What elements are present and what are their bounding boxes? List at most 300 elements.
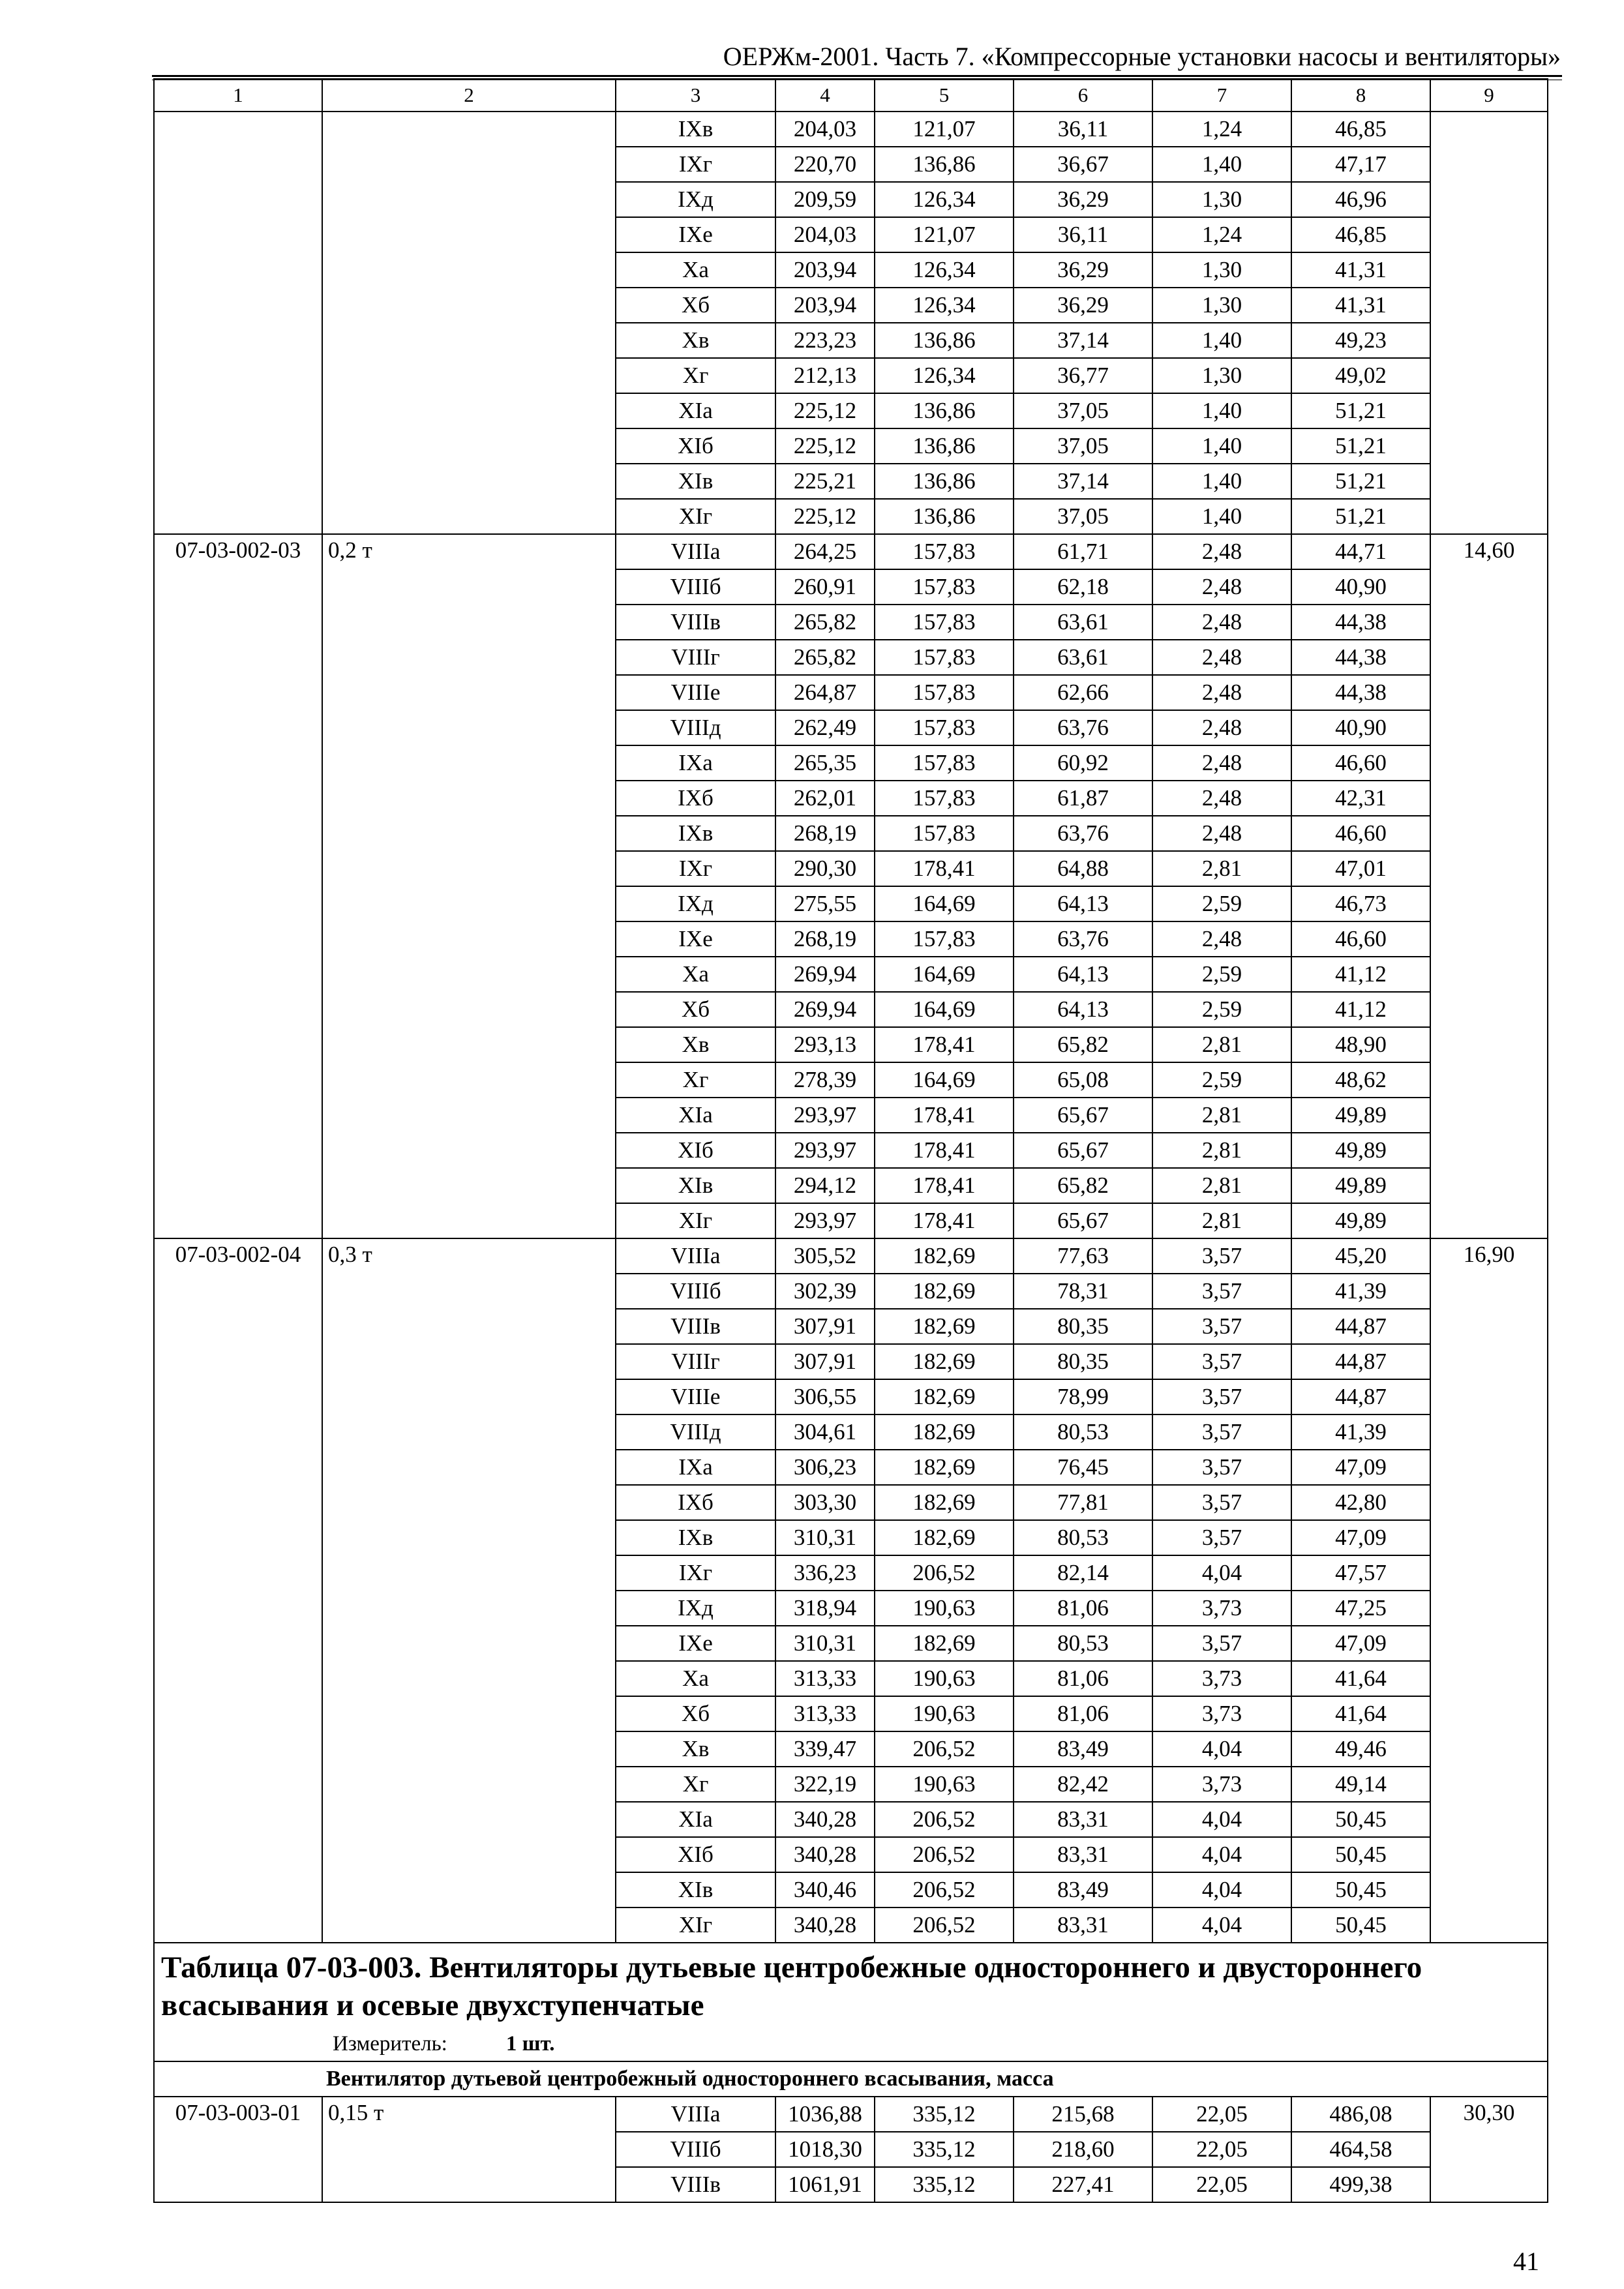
machine-cell: 83,31 [1014, 1837, 1152, 1872]
wages-cell: 182,69 [875, 1414, 1014, 1450]
zone-cell: XIг [616, 499, 775, 534]
wages-cell: 190,63 [875, 1591, 1014, 1626]
total-cell: 204,03 [775, 217, 875, 252]
machine-cell: 37,05 [1014, 393, 1152, 428]
materials-cell: 46,60 [1291, 745, 1430, 781]
machine-cell: 36,29 [1014, 288, 1152, 323]
total-cell: 304,61 [775, 1414, 875, 1450]
col-num-2: 2 [322, 79, 616, 112]
zone-cell: VIIIб [616, 1274, 775, 1309]
total-cell: 306,23 [775, 1450, 875, 1485]
column-number-row [154, 79, 1548, 112]
col-num-6: 6 [1014, 79, 1152, 112]
zone-cell: XIб [616, 428, 775, 464]
unit-line [161, 2029, 1541, 2058]
wages-cell: 164,69 [875, 886, 1014, 921]
zone-cell: VIIIе [616, 675, 775, 710]
mass-cell: 0,2 т [322, 534, 616, 1238]
driver-wages-cell: 2,48 [1152, 569, 1291, 605]
machine-cell: 64,13 [1014, 957, 1152, 992]
driver-wages-cell: 2,48 [1152, 605, 1291, 640]
total-cell: 260,91 [775, 569, 875, 605]
materials-cell: 49,14 [1291, 1767, 1430, 1802]
driver-wages-cell: 1,24 [1152, 217, 1291, 252]
driver-wages-cell: 2,59 [1152, 886, 1291, 921]
table-row [154, 1238, 1548, 1274]
zone-cell: VIIIг [616, 1344, 775, 1379]
materials-cell: 44,38 [1291, 605, 1430, 640]
machine-cell: 37,14 [1014, 464, 1152, 499]
rates-table [153, 78, 1548, 2203]
table-row [154, 2097, 1548, 2132]
zone-cell: VIIIв [616, 1309, 775, 1344]
total-cell: 225,21 [775, 464, 875, 499]
machine-cell: 78,31 [1014, 1274, 1152, 1309]
machine-cell: 77,81 [1014, 1485, 1152, 1520]
machine-cell: 64,88 [1014, 851, 1152, 886]
wages-cell: 335,12 [875, 2132, 1014, 2167]
materials-cell: 46,85 [1291, 217, 1430, 252]
machine-cell: 80,35 [1014, 1309, 1152, 1344]
total-cell: 303,30 [775, 1485, 875, 1520]
subheading-row [154, 2061, 1548, 2097]
wages-cell: 178,41 [875, 851, 1014, 886]
machine-cell: 80,35 [1014, 1344, 1152, 1379]
driver-wages-cell: 3,57 [1152, 1414, 1291, 1450]
materials-cell: 40,90 [1291, 569, 1430, 605]
col-num-9: 9 [1430, 79, 1548, 112]
machine-cell: 80,53 [1014, 1626, 1152, 1661]
materials-cell: 46,60 [1291, 816, 1430, 851]
zone-cell: IXд [616, 886, 775, 921]
wages-cell: 178,41 [875, 1098, 1014, 1133]
wages-cell: 157,83 [875, 605, 1014, 640]
code-cell-empty [154, 112, 322, 534]
driver-wages-cell: 3,57 [1152, 1626, 1291, 1661]
materials-cell: 50,45 [1291, 1837, 1430, 1872]
wages-cell: 182,69 [875, 1485, 1014, 1520]
zone-cell: IXв [616, 112, 775, 147]
wages-cell: 126,34 [875, 252, 1014, 288]
zone-cell: IXб [616, 781, 775, 816]
total-cell: 204,03 [775, 112, 875, 147]
zone-cell: XIг [616, 1908, 775, 1943]
total-cell: 339,47 [775, 1731, 875, 1767]
materials-cell: 41,39 [1291, 1274, 1430, 1309]
machine-cell: 80,53 [1014, 1414, 1152, 1450]
wages-cell: 182,69 [875, 1379, 1014, 1414]
zone-cell: IXв [616, 1520, 775, 1555]
materials-cell: 44,87 [1291, 1344, 1430, 1379]
wages-cell: 157,83 [875, 710, 1014, 745]
machine-cell: 63,76 [1014, 921, 1152, 957]
zone-cell: Xг [616, 358, 775, 393]
machine-cell: 65,82 [1014, 1168, 1152, 1203]
machine-cell: 60,92 [1014, 745, 1152, 781]
total-cell: 310,31 [775, 1626, 875, 1661]
total-cell: 225,12 [775, 499, 875, 534]
driver-wages-cell: 3,57 [1152, 1309, 1291, 1344]
materials-cell: 44,87 [1291, 1379, 1430, 1414]
zone-cell: Xа [616, 1661, 775, 1696]
materials-cell: 49,89 [1291, 1168, 1430, 1203]
machine-cell: 64,13 [1014, 886, 1152, 921]
zone-cell: IXд [616, 1591, 775, 1626]
driver-wages-cell: 2,48 [1152, 640, 1291, 675]
zone-cell: Xв [616, 323, 775, 358]
machine-cell: 65,82 [1014, 1027, 1152, 1062]
wages-cell: 335,12 [875, 2097, 1014, 2132]
total-cell: 294,12 [775, 1168, 875, 1203]
materials-cell: 47,09 [1291, 1450, 1430, 1485]
materials-cell: 47,09 [1291, 1520, 1430, 1555]
machine-cell: 61,71 [1014, 534, 1152, 569]
machine-cell: 37,14 [1014, 323, 1152, 358]
driver-wages-cell: 1,30 [1152, 182, 1291, 217]
driver-wages-cell: 1,40 [1152, 464, 1291, 499]
machine-cell: 83,49 [1014, 1731, 1152, 1767]
driver-wages-cell: 3,57 [1152, 1238, 1291, 1274]
section-caption-row [154, 1943, 1548, 2061]
code-cell: 07-03-002-04 [154, 1238, 322, 1943]
total-cell: 307,91 [775, 1309, 875, 1344]
materials-cell: 41,12 [1291, 992, 1430, 1027]
driver-wages-cell: 4,04 [1152, 1802, 1291, 1837]
total-cell: 203,94 [775, 288, 875, 323]
materials-cell: 49,89 [1291, 1203, 1430, 1238]
driver-wages-cell: 3,73 [1152, 1696, 1291, 1731]
materials-cell: 41,12 [1291, 957, 1430, 992]
materials-cell: 49,02 [1291, 358, 1430, 393]
zone-cell: VIIIа [616, 1238, 775, 1274]
materials-cell: 50,45 [1291, 1802, 1430, 1837]
driver-wages-cell: 4,04 [1152, 1872, 1291, 1908]
header-rule [152, 75, 1562, 77]
driver-wages-cell: 2,48 [1152, 710, 1291, 745]
materials-cell: 44,38 [1291, 640, 1430, 675]
total-cell: 212,13 [775, 358, 875, 393]
total-cell: 269,94 [775, 957, 875, 992]
subheading: Вентилятор дутьевой центробежный одностороннего всасывания, масса [154, 2061, 1548, 2097]
materials-cell: 42,31 [1291, 781, 1430, 816]
driver-wages-cell: 2,81 [1152, 1203, 1291, 1238]
materials-cell: 49,89 [1291, 1133, 1430, 1168]
total-cell: 1036,88 [775, 2097, 875, 2132]
machine-cell: 215,68 [1014, 2097, 1152, 2132]
zone-cell: VIIIв [616, 605, 775, 640]
driver-wages-cell: 22,05 [1152, 2097, 1291, 2132]
zone-cell: IXе [616, 921, 775, 957]
zone-cell: Xв [616, 1731, 775, 1767]
driver-wages-cell: 2,81 [1152, 1098, 1291, 1133]
total-cell: 293,97 [775, 1098, 875, 1133]
col-num-8: 8 [1291, 79, 1430, 112]
machine-cell: 36,11 [1014, 217, 1152, 252]
zone-cell: XIв [616, 1872, 775, 1908]
materials-cell: 47,25 [1291, 1591, 1430, 1626]
total-cell: 268,19 [775, 921, 875, 957]
materials-cell: 49,23 [1291, 323, 1430, 358]
total-cell: 223,23 [775, 323, 875, 358]
machine-cell: 65,08 [1014, 1062, 1152, 1098]
driver-wages-cell: 22,05 [1152, 2132, 1291, 2167]
materials-cell: 48,90 [1291, 1027, 1430, 1062]
zone-cell: XIа [616, 1098, 775, 1133]
driver-wages-cell: 1,30 [1152, 252, 1291, 288]
wages-cell: 126,34 [875, 182, 1014, 217]
machine-cell: 81,06 [1014, 1591, 1152, 1626]
wages-cell: 206,52 [875, 1872, 1014, 1908]
total-cell: 209,59 [775, 182, 875, 217]
machine-cell: 62,18 [1014, 569, 1152, 605]
driver-wages-cell: 4,04 [1152, 1908, 1291, 1943]
materials-cell: 51,21 [1291, 428, 1430, 464]
materials-cell: 51,21 [1291, 393, 1430, 428]
materials-cell: 47,57 [1291, 1555, 1430, 1591]
machine-cell: 63,61 [1014, 605, 1152, 640]
driver-wages-cell: 4,04 [1152, 1837, 1291, 1872]
driver-wages-cell: 1,40 [1152, 147, 1291, 182]
machine-cell: 63,76 [1014, 816, 1152, 851]
wages-cell: 206,52 [875, 1837, 1014, 1872]
machine-cell: 80,53 [1014, 1520, 1152, 1555]
driver-wages-cell: 3,57 [1152, 1379, 1291, 1414]
wages-cell: 157,83 [875, 534, 1014, 569]
materials-cell: 41,39 [1291, 1414, 1430, 1450]
mass-cell: 0,3 т [322, 1238, 616, 1943]
zone-cell: Xб [616, 1696, 775, 1731]
materials-cell: 42,80 [1291, 1485, 1430, 1520]
driver-wages-cell: 2,48 [1152, 921, 1291, 957]
driver-wages-cell: 3,73 [1152, 1767, 1291, 1802]
wages-cell: 206,52 [875, 1802, 1014, 1837]
machine-cell: 81,06 [1014, 1661, 1152, 1696]
zone-cell: XIв [616, 1168, 775, 1203]
total-cell: 265,82 [775, 640, 875, 675]
total-cell: 340,28 [775, 1908, 875, 1943]
materials-cell: 44,87 [1291, 1309, 1430, 1344]
wages-cell: 182,69 [875, 1274, 1014, 1309]
driver-wages-cell: 2,48 [1152, 781, 1291, 816]
machine-cell: 83,31 [1014, 1908, 1152, 1943]
total-cell: 340,46 [775, 1872, 875, 1908]
zone-cell: IXв [616, 816, 775, 851]
col9-cell [1430, 112, 1548, 534]
driver-wages-cell: 1,30 [1152, 288, 1291, 323]
zone-cell: VIIIе [616, 1379, 775, 1414]
zone-cell: Xв [616, 1027, 775, 1062]
zone-cell: XIг [616, 1203, 775, 1238]
zone-cell: Xб [616, 992, 775, 1027]
machine-cell: 76,45 [1014, 1450, 1152, 1485]
wages-cell: 121,07 [875, 217, 1014, 252]
driver-wages-cell: 4,04 [1152, 1731, 1291, 1767]
total-cell: 313,33 [775, 1696, 875, 1731]
wages-cell: 157,83 [875, 675, 1014, 710]
zone-cell: XIв [616, 464, 775, 499]
machine-cell: 82,42 [1014, 1767, 1152, 1802]
materials-cell: 51,21 [1291, 499, 1430, 534]
total-cell: 264,87 [775, 675, 875, 710]
wages-cell: 182,69 [875, 1344, 1014, 1379]
zone-cell: Xг [616, 1062, 775, 1098]
zone-cell: VIIIд [616, 710, 775, 745]
unit-value: 1 шт. [505, 2032, 555, 2056]
total-cell: 262,01 [775, 781, 875, 816]
driver-wages-cell: 2,81 [1152, 1133, 1291, 1168]
zone-cell: VIIIб [616, 569, 775, 605]
machine-cell: 61,87 [1014, 781, 1152, 816]
code-cell: 07-03-003-01 [154, 2097, 322, 2202]
driver-wages-cell: 1,40 [1152, 499, 1291, 534]
wages-cell: 157,83 [875, 816, 1014, 851]
total-cell: 1018,30 [775, 2132, 875, 2167]
wages-cell: 136,86 [875, 464, 1014, 499]
total-cell: 302,39 [775, 1274, 875, 1309]
driver-wages-cell: 2,48 [1152, 675, 1291, 710]
materials-cell: 47,17 [1291, 147, 1430, 182]
driver-wages-cell: 3,57 [1152, 1274, 1291, 1309]
total-cell: 305,52 [775, 1238, 875, 1274]
driver-wages-cell: 1,40 [1152, 428, 1291, 464]
wages-cell: 136,86 [875, 323, 1014, 358]
wages-cell: 157,83 [875, 640, 1014, 675]
mass-cell: 0,15 т [322, 2097, 616, 2202]
driver-wages-cell: 1,40 [1152, 393, 1291, 428]
wages-cell: 178,41 [875, 1203, 1014, 1238]
machine-cell: 63,61 [1014, 640, 1152, 675]
driver-wages-cell: 2,48 [1152, 534, 1291, 569]
wages-cell: 136,86 [875, 428, 1014, 464]
col-num-4: 4 [775, 79, 875, 112]
machine-cell: 36,29 [1014, 182, 1152, 217]
col-num-3: 3 [616, 79, 775, 112]
total-cell: 293,13 [775, 1027, 875, 1062]
driver-wages-cell: 3,57 [1152, 1344, 1291, 1379]
total-cell: 290,30 [775, 851, 875, 886]
machine-cell: 62,66 [1014, 675, 1152, 710]
machine-cell: 77,63 [1014, 1238, 1152, 1274]
driver-wages-cell: 2,81 [1152, 851, 1291, 886]
wages-cell: 164,69 [875, 992, 1014, 1027]
total-cell: 340,28 [775, 1802, 875, 1837]
driver-wages-cell: 3,57 [1152, 1520, 1291, 1555]
machine-cell: 64,13 [1014, 992, 1152, 1027]
col9-cell: 16,90 [1430, 1238, 1548, 1943]
machine-cell: 36,11 [1014, 112, 1152, 147]
wages-cell: 157,83 [875, 921, 1014, 957]
materials-cell: 49,89 [1291, 1098, 1430, 1133]
materials-cell: 46,96 [1291, 182, 1430, 217]
wages-cell: 178,41 [875, 1168, 1014, 1203]
total-cell: 293,97 [775, 1133, 875, 1168]
wages-cell: 182,69 [875, 1238, 1014, 1274]
materials-cell: 48,62 [1291, 1062, 1430, 1098]
total-cell: 269,94 [775, 992, 875, 1027]
wages-cell: 157,83 [875, 569, 1014, 605]
zone-cell: VIIIб [616, 2132, 775, 2167]
materials-cell: 41,64 [1291, 1696, 1430, 1731]
driver-wages-cell: 2,48 [1152, 816, 1291, 851]
zone-cell: IXг [616, 147, 775, 182]
machine-cell: 37,05 [1014, 499, 1152, 534]
col-num-7: 7 [1152, 79, 1291, 112]
total-cell: 336,23 [775, 1555, 875, 1591]
machine-cell: 83,31 [1014, 1802, 1152, 1837]
table-body [154, 79, 1548, 2202]
wages-cell: 121,07 [875, 112, 1014, 147]
machine-cell: 218,60 [1014, 2132, 1152, 2167]
driver-wages-cell: 2,48 [1152, 745, 1291, 781]
machine-cell: 63,76 [1014, 710, 1152, 745]
running-header: ОЕРЖм-2001. Часть 7. «Компрессорные установки насосы и вентиляторы» [723, 42, 1561, 71]
zone-cell: VIIIд [616, 1414, 775, 1450]
wages-cell: 335,12 [875, 2167, 1014, 2202]
table-row [154, 112, 1548, 147]
machine-cell: 36,77 [1014, 358, 1152, 393]
total-cell: 265,35 [775, 745, 875, 781]
zone-cell: IXг [616, 1555, 775, 1591]
zone-cell: XIа [616, 393, 775, 428]
wages-cell: 164,69 [875, 1062, 1014, 1098]
materials-cell: 41,31 [1291, 252, 1430, 288]
zone-cell: XIа [616, 1802, 775, 1837]
materials-cell: 41,31 [1291, 288, 1430, 323]
machine-cell: 65,67 [1014, 1098, 1152, 1133]
zone-cell: Xг [616, 1767, 775, 1802]
materials-cell: 47,09 [1291, 1626, 1430, 1661]
machine-cell: 81,06 [1014, 1696, 1152, 1731]
materials-cell: 50,45 [1291, 1872, 1430, 1908]
col9-cell: 30,30 [1430, 2097, 1548, 2202]
materials-cell: 50,45 [1291, 1908, 1430, 1943]
total-cell: 220,70 [775, 147, 875, 182]
machine-cell: 83,49 [1014, 1872, 1152, 1908]
zone-cell: IXб [616, 1485, 775, 1520]
total-cell: 1061,91 [775, 2167, 875, 2202]
driver-wages-cell: 2,59 [1152, 957, 1291, 992]
total-cell: 225,12 [775, 393, 875, 428]
total-cell: 340,28 [775, 1837, 875, 1872]
materials-cell: 46,73 [1291, 886, 1430, 921]
zone-cell: VIIIа [616, 534, 775, 569]
driver-wages-cell: 2,81 [1152, 1168, 1291, 1203]
driver-wages-cell: 3,73 [1152, 1591, 1291, 1626]
materials-cell: 46,85 [1291, 112, 1430, 147]
wages-cell: 182,69 [875, 1626, 1014, 1661]
wages-cell: 157,83 [875, 745, 1014, 781]
wages-cell: 136,86 [875, 499, 1014, 534]
machine-cell: 37,05 [1014, 428, 1152, 464]
total-cell: 310,31 [775, 1520, 875, 1555]
machine-cell: 36,29 [1014, 252, 1152, 288]
total-cell: 268,19 [775, 816, 875, 851]
materials-cell: 44,71 [1291, 534, 1430, 569]
col-num-5: 5 [875, 79, 1014, 112]
total-cell: 313,33 [775, 1661, 875, 1696]
materials-cell: 499,38 [1291, 2167, 1430, 2202]
machine-cell: 78,99 [1014, 1379, 1152, 1414]
materials-cell: 45,20 [1291, 1238, 1430, 1274]
col-num-1: 1 [154, 79, 322, 112]
materials-cell: 40,90 [1291, 710, 1430, 745]
zone-cell: XIб [616, 1837, 775, 1872]
total-cell: 322,19 [775, 1767, 875, 1802]
wages-cell: 126,34 [875, 288, 1014, 323]
zone-cell: IXд [616, 182, 775, 217]
materials-cell: 49,46 [1291, 1731, 1430, 1767]
wages-cell: 178,41 [875, 1133, 1014, 1168]
